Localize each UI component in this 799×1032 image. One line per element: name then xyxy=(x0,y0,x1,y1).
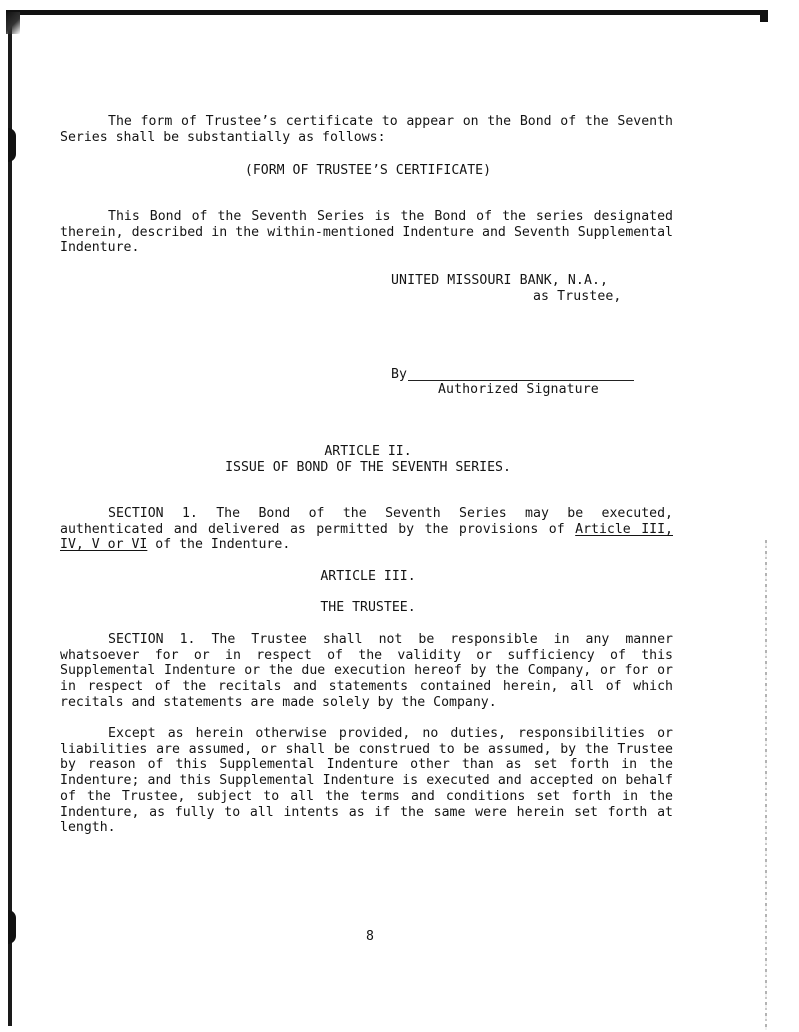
article-3-section-1 xyxy=(60,632,673,711)
article-3-paragraph-text: Except as herein otherwise provided, no duties, responsibilities or liabilities are assumed, or shall be construed to be assumed, by the Trustee by reason of this Supplemental Indenture other than as set forth in the Indenture; and this Supplemental Indenture is executed and accepted on behalf of the Trustee, subject to all the terms and conditions set forth in the Indenture, as fully to all intents as if the same were herein set forth at length. xyxy=(60,726,673,836)
trustee-role: as Trustee, xyxy=(533,289,622,304)
scan-border-right xyxy=(765,540,767,1030)
intro-text: The form of Trustee’s certificate to appear on the Bond of the Seventh Series shall be substantially as follows: xyxy=(60,114,673,145)
bank-name: UNITED MISSOURI BANK, N.A., xyxy=(391,273,609,288)
article-2-title: ISSUE OF BOND OF THE SEVENTH SERIES. xyxy=(225,460,511,475)
article-3-section-text: SECTION 1. The Trustee shall not be responsible in any manner whatsoever for or in respect of the validity or sufficiency of this Supplemental Indenture or the due execution hereof by the Company, or for or in respect of the recitals and statements contained herein, all of which recitals and statements are made solely by the Company. xyxy=(60,632,673,710)
scan-border-top xyxy=(6,10,768,15)
article-3-number: ARTICLE III. xyxy=(320,569,416,584)
signature-line xyxy=(408,380,634,381)
binder-hole-mark xyxy=(8,910,16,944)
scan-border-corner-left xyxy=(6,12,20,34)
article-2-section-1 xyxy=(60,506,673,553)
binder-hole-mark xyxy=(8,128,16,162)
certificate-paragraph xyxy=(60,209,673,256)
article-3-paragraph-2 xyxy=(60,726,673,836)
certificate-heading: (FORM OF TRUSTEE’S CERTIFICATE) xyxy=(244,163,492,178)
article-2-number: ARTICLE II. xyxy=(324,444,412,459)
article-2-section-text: SECTION 1. The Bond of the Seventh Series may be executed, authenticated and delivered as permitted by the provisions of xyxy=(60,506,673,537)
scan-border-corner xyxy=(760,10,768,22)
page-number: 8 xyxy=(366,929,375,944)
signature-label: Authorized Signature xyxy=(438,382,599,397)
article-2-section-tail: of the Indenture. xyxy=(147,537,291,553)
certificate-body-text: This Bond of the Seventh Series is the Bond of the series designated therein, described in the within-mentioned Indenture and Seventh Supplemental Indenture. xyxy=(60,209,673,256)
intro-paragraph xyxy=(60,114,673,145)
article-reference: Article III, IV, V or VI xyxy=(60,521,673,553)
by-label: By xyxy=(391,367,408,382)
article-3-title: THE TRUSTEE. xyxy=(320,600,416,615)
